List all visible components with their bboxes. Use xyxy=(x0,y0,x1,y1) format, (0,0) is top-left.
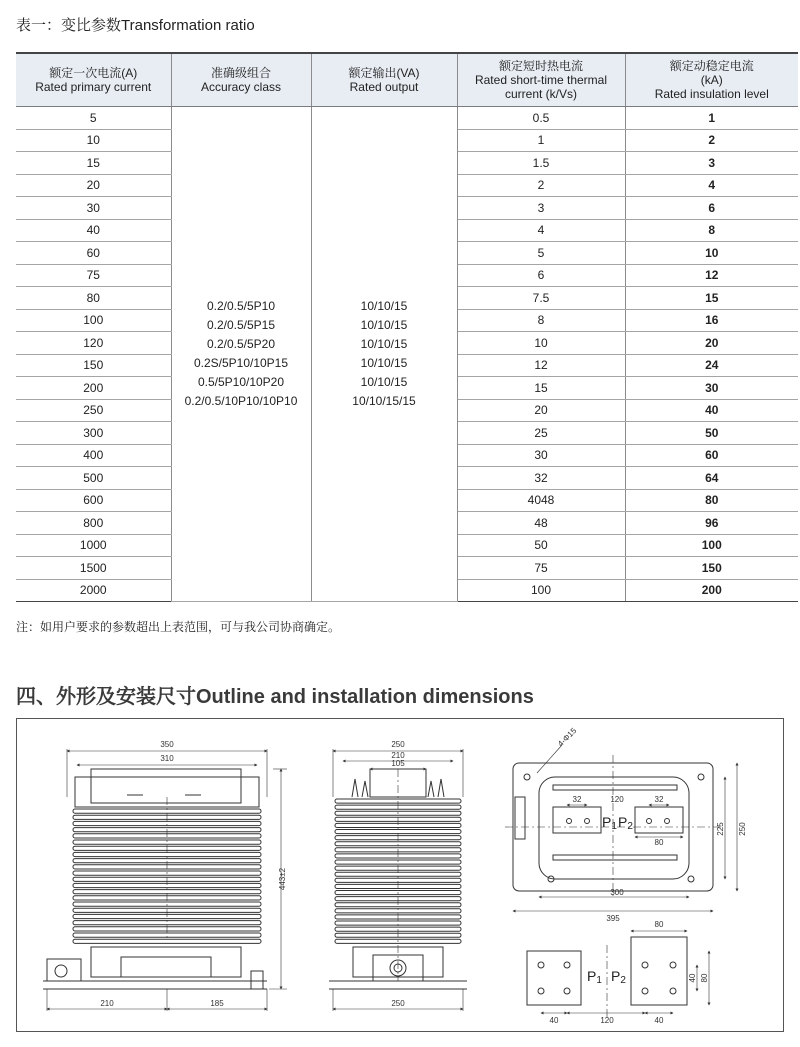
cell-dynamic-current: 8 xyxy=(625,219,798,242)
accuracy-class-item: 0.5/5P10/10P20 xyxy=(197,375,285,389)
cell-thermal-current: 20 xyxy=(457,399,625,422)
table-title: 表一：变比参数Transformation ratio xyxy=(16,17,255,34)
cell-primary-current: 30 xyxy=(16,197,171,220)
cell-thermal-current: 1 xyxy=(457,129,625,152)
cell-dynamic-current: 100 xyxy=(625,534,798,557)
cell-dynamic-current: 3 xyxy=(625,152,798,175)
front-bellows-rib xyxy=(73,852,261,856)
cell-dynamic-current: 80 xyxy=(625,489,798,512)
accuracy-class-item: 0.2/0.5/5P15 xyxy=(206,318,276,332)
outline-drawings xyxy=(17,719,785,1033)
dim-detail-right: 40 xyxy=(654,1016,664,1025)
cell-thermal-current: 15 xyxy=(457,377,625,400)
cell-thermal-current: 75 xyxy=(457,557,625,580)
front-view-drawing xyxy=(43,749,287,1011)
cell-dynamic-current: 200 xyxy=(625,579,798,602)
header-thermal-current: 额定短时热电流 Rated short-time thermal current (k/Vs) xyxy=(457,53,625,107)
cell-dynamic-current: 6 xyxy=(625,197,798,220)
cell-rated-output xyxy=(311,107,457,602)
side-view-drawing xyxy=(329,749,467,1011)
rated-output-item: 10/10/15 xyxy=(360,375,408,389)
cell-primary-current: 80 xyxy=(16,287,171,310)
table-header-row xyxy=(16,53,798,107)
dim-front-width-total: 350 xyxy=(160,740,174,749)
cell-primary-current: 250 xyxy=(16,399,171,422)
dim-side-width-inner: 105 xyxy=(391,759,405,768)
cell-primary-current: 15 xyxy=(16,152,171,175)
dim-top-terminal-w: 80 xyxy=(654,838,664,847)
cell-thermal-current: 50 xyxy=(457,534,625,557)
dim-front-base-left: 210 xyxy=(100,999,114,1008)
dim-top-hole: 4-Φ15 xyxy=(556,726,579,749)
dim-top-terminal-b: 32 xyxy=(654,795,664,804)
top-label-p2: P2 xyxy=(618,814,633,832)
cell-primary-current: 400 xyxy=(16,444,171,467)
cell-thermal-current: 3 xyxy=(457,197,625,220)
cell-primary-current: 500 xyxy=(16,467,171,490)
rated-output-item: 10/10/15/15 xyxy=(352,394,416,408)
dim-detail-width: 80 xyxy=(654,920,664,929)
cell-primary-current: 1000 xyxy=(16,534,171,557)
dim-front-height: 443±2 xyxy=(278,867,287,891)
cell-thermal-current: 100 xyxy=(457,579,625,602)
cell-primary-current: 60 xyxy=(16,242,171,265)
dim-side-base: 250 xyxy=(391,999,405,1008)
cell-dynamic-current: 1 xyxy=(625,107,798,130)
cell-dynamic-current: 16 xyxy=(625,309,798,332)
dim-front-base-right: 185 xyxy=(210,999,224,1008)
header-primary-current: 额定一次电流(A) Rated primary current xyxy=(16,53,171,107)
cell-primary-current: 800 xyxy=(16,512,171,535)
table-row xyxy=(16,107,798,130)
side-bellows-rib xyxy=(335,830,461,834)
cell-thermal-current: 25 xyxy=(457,422,625,445)
cell-accuracy-class xyxy=(171,107,311,602)
dim-top-terminal-a: 32 xyxy=(572,795,582,804)
cell-primary-current: 40 xyxy=(16,219,171,242)
dim-front-width-inner: 310 xyxy=(160,754,174,763)
cell-primary-current: 75 xyxy=(16,264,171,287)
header-dynamic-current: 额定动稳定电流 (kA) Rated insulation level xyxy=(625,53,798,107)
accuracy-class-item: 0.2/0.5/10P10/10P10 xyxy=(184,394,298,408)
dim-side-width-top: 250 xyxy=(391,740,405,749)
cell-primary-current: 150 xyxy=(16,354,171,377)
cell-thermal-current: 4 xyxy=(457,219,625,242)
outline-drawing-panel xyxy=(16,718,784,1032)
dim-detail-left: 40 xyxy=(549,1016,559,1025)
cell-thermal-current: 4048 xyxy=(457,489,625,512)
cell-primary-current: 300 xyxy=(16,422,171,445)
dim-side-width-mid: 210 xyxy=(391,751,405,760)
dim-top-w-outer: 395 xyxy=(606,914,620,923)
front-bellows-rib xyxy=(73,939,261,943)
detail-label-p1: P1 xyxy=(587,968,602,986)
cell-thermal-current: 7.5 xyxy=(457,287,625,310)
cell-primary-current: 2000 xyxy=(16,579,171,602)
cell-dynamic-current: 10 xyxy=(625,242,798,265)
cell-dynamic-current: 20 xyxy=(625,332,798,355)
cell-dynamic-current: 4 xyxy=(625,174,798,197)
header-rated-output: 额定输出(VA) Rated output xyxy=(311,53,457,107)
cell-primary-current: 600 xyxy=(16,489,171,512)
accuracy-class-item: 0.2/0.5/5P20 xyxy=(206,337,276,351)
cell-thermal-current: 6 xyxy=(457,264,625,287)
dim-detail-center: 120 xyxy=(600,1016,614,1025)
cell-dynamic-current: 12 xyxy=(625,264,798,287)
rated-output-item: 10/10/15 xyxy=(360,356,408,370)
dim-top-center: 120 xyxy=(610,795,624,804)
rated-output-item: 10/10/15 xyxy=(360,299,408,313)
cell-primary-current: 1500 xyxy=(16,557,171,580)
rated-output-item: 10/10/15 xyxy=(360,318,408,332)
cell-dynamic-current: 24 xyxy=(625,354,798,377)
cell-primary-current: 5 xyxy=(16,107,171,130)
cell-dynamic-current: 40 xyxy=(625,399,798,422)
top-label-p1: P1 xyxy=(602,814,617,832)
dim-detail-height-b: 80 xyxy=(700,973,709,983)
cell-dynamic-current: 60 xyxy=(625,444,798,467)
cell-thermal-current: 5 xyxy=(457,242,625,265)
dim-top-h-inner: 225 xyxy=(716,822,725,836)
dim-detail-height-a: 40 xyxy=(688,973,697,983)
cell-dynamic-current: 2 xyxy=(625,129,798,152)
cell-primary-current: 20 xyxy=(16,174,171,197)
cell-primary-current: 200 xyxy=(16,377,171,400)
detail-label-p2: P2 xyxy=(611,968,626,986)
cell-thermal-current: 1.5 xyxy=(457,152,625,175)
cell-dynamic-current: 50 xyxy=(625,422,798,445)
accuracy-class-item: 0.2/0.5/5P10 xyxy=(206,299,276,313)
cell-thermal-current: 48 xyxy=(457,512,625,535)
header-accuracy-class: 准确级组合 Accuracy class xyxy=(171,53,311,107)
section-title: 四、外形及安装尺寸Outline and installation dimensions xyxy=(16,686,534,708)
cell-thermal-current: 12 xyxy=(457,354,625,377)
footnote: 注：如用户要求的参数超出上表范围，可与我公司协商确定。 xyxy=(16,620,341,634)
cell-primary-current: 100 xyxy=(16,309,171,332)
accuracy-class-item: 0.2S/5P10/10P15 xyxy=(193,356,289,370)
cell-primary-current: 10 xyxy=(16,129,171,152)
cell-thermal-current: 32 xyxy=(457,467,625,490)
cell-dynamic-current: 15 xyxy=(625,287,798,310)
cell-primary-current: 120 xyxy=(16,332,171,355)
cell-dynamic-current: 96 xyxy=(625,512,798,535)
cell-dynamic-current: 30 xyxy=(625,377,798,400)
cell-thermal-current: 2 xyxy=(457,174,625,197)
rated-output-item: 10/10/15 xyxy=(360,337,408,351)
cell-thermal-current: 30 xyxy=(457,444,625,467)
cell-thermal-current: 0.5 xyxy=(457,107,625,130)
dim-top-w-inner: 300 xyxy=(610,888,624,897)
dim-top-h-outer: 250 xyxy=(738,822,747,836)
cell-dynamic-current: 150 xyxy=(625,557,798,580)
cell-thermal-current: 8 xyxy=(457,309,625,332)
cell-dynamic-current: 64 xyxy=(625,467,798,490)
transformation-ratio-table xyxy=(16,52,798,602)
cell-thermal-current: 10 xyxy=(457,332,625,355)
